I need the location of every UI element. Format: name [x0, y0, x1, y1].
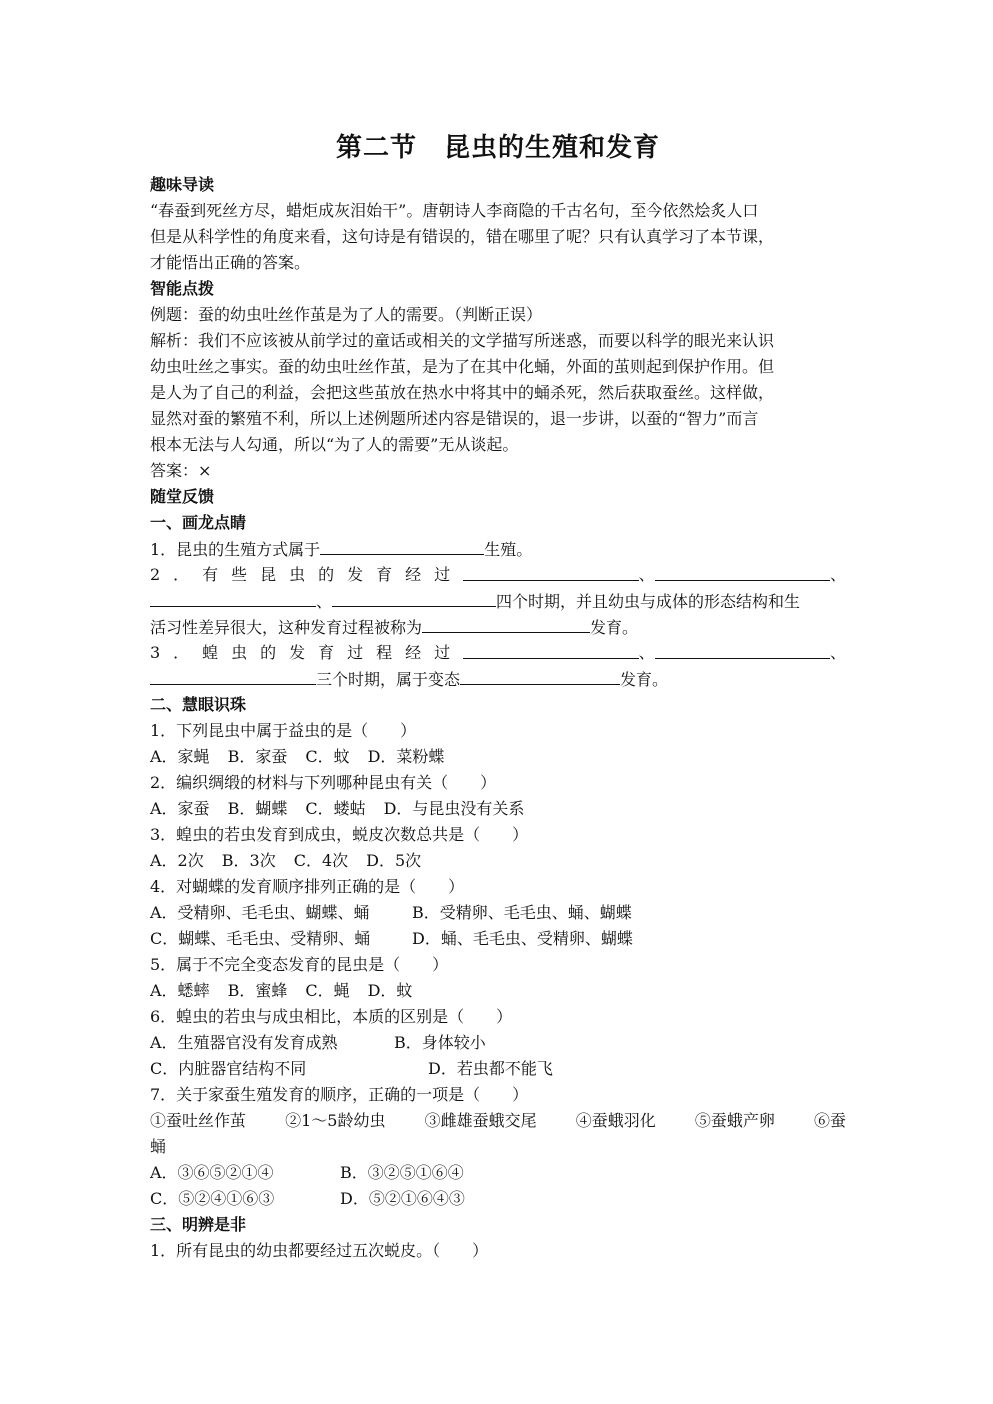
- option[interactable]: B．蝴蝶: [227, 799, 288, 818]
- answer-blank[interactable]: [463, 640, 638, 659]
- answer-blank[interactable]: [422, 614, 590, 633]
- option[interactable]: A．生殖器官没有发育成熟: [150, 1033, 338, 1052]
- options-row: [150, 926, 846, 952]
- fill-question-2: [150, 562, 846, 588]
- section1-heading: 一、画龙点睛: [150, 513, 247, 532]
- option[interactable]: D．与昆虫没有关系: [383, 799, 525, 818]
- choice-question-6: 6．蝗虫的若虫与成虫相比，本质的区别是（ ）: [150, 1007, 513, 1026]
- analysis-line: 幼虫吐丝之事实。蚕的幼虫吐丝作茧，是为了在其中化蛹，外面的茧则起到保护作用。但: [150, 357, 775, 376]
- separator: 、: [316, 592, 333, 611]
- separator: 、: [829, 565, 846, 584]
- intro-line: 才能悟出正确的答案。: [150, 253, 311, 272]
- option[interactable]: C．蚊: [305, 747, 350, 766]
- option[interactable]: B．受精卵、毛毛虫、蛹、蝴蝶: [412, 903, 632, 922]
- sequence-item: ④蚕蛾羽化: [575, 1111, 656, 1130]
- options-row: [150, 796, 846, 822]
- question-text: 1．昆虫的生殖方式属于: [150, 540, 321, 559]
- page-title: 第二节 昆虫的生殖和发育: [335, 133, 660, 163]
- tips-heading: 智能点拨: [150, 279, 215, 298]
- question-text: 发育。: [620, 670, 669, 689]
- choice-question-4: 4．对蝴蝶的发育顺序排列正确的是（ ）: [150, 877, 465, 896]
- answer-blank[interactable]: [150, 588, 316, 607]
- choice-question-1: 1．下列昆虫中属于益虫的是（ ）: [150, 721, 417, 740]
- choice-question-5: 5．属于不完全变态发育的昆虫是（ ）: [150, 955, 449, 974]
- options-row: [150, 900, 846, 926]
- option[interactable]: D．5次: [366, 851, 422, 870]
- option[interactable]: C．4次: [293, 851, 349, 870]
- question-text: 生殖。: [484, 540, 533, 559]
- answer-blank[interactable]: [463, 562, 638, 581]
- sequence-item-wrap: 蛹: [150, 1137, 167, 1156]
- option[interactable]: C．⑤②④①⑥③: [150, 1189, 275, 1208]
- option[interactable]: C．蝼蛄: [305, 799, 366, 818]
- feedback-heading: 随堂反馈: [150, 487, 215, 506]
- option[interactable]: D．菜粉蝶: [367, 747, 445, 766]
- sequence-item: ⑤蚕蛾产卵: [694, 1111, 775, 1130]
- fill-question-2-cont: [150, 588, 846, 614]
- question-text: 四个时期，并且幼虫与成体的形态结构和生: [496, 592, 801, 611]
- options-row: [150, 1186, 846, 1212]
- option[interactable]: C．蝴蝶、毛毛虫、受精卵、蛹: [150, 929, 371, 948]
- answer-blank[interactable]: [150, 666, 316, 685]
- option[interactable]: A．家蚕: [150, 799, 210, 818]
- analysis-line: 显然对蚕的繁殖不利，所以上述例题所述内容是错误的，退一步讲，以蚕的“智力”而言: [150, 409, 759, 428]
- analysis-line: 解析：我们不应该被从前学过的童话或相关的文学描写所迷惑，而要以科学的眼光来认识: [150, 331, 775, 350]
- fill-question-3-cont: [150, 666, 846, 692]
- answer-blank[interactable]: [320, 536, 484, 555]
- fill-question-3: [150, 640, 846, 666]
- options-row: [150, 848, 846, 874]
- fill-question-2-cont: [150, 614, 846, 640]
- sequence-item: ③雌雄蚕蛾交尾: [424, 1111, 537, 1130]
- choice-question-3: 3．蝗虫的若虫发育到成虫，蜕皮次数总共是（ ）: [150, 825, 529, 844]
- option[interactable]: B．蜜蜂: [227, 981, 288, 1000]
- option[interactable]: B．③②⑤①⑥④: [340, 1163, 464, 1182]
- answer-blank[interactable]: [332, 588, 496, 607]
- option[interactable]: A．③⑥⑤②①④: [150, 1163, 274, 1182]
- section2-heading: 二、慧眼识珠: [150, 695, 247, 714]
- analysis-line: 是人为了自己的利益，会把这些茧放在热水中将其中的蛹杀死，然后获取蚕丝。这样做，: [150, 383, 775, 402]
- options-row: [150, 744, 846, 770]
- question-text: 活习性差异很大，这种发育过程被称为: [150, 618, 423, 637]
- option[interactable]: B．家蚕: [227, 747, 288, 766]
- choice-question-7: 7．关于家蚕生殖发育的顺序，正确的一项是（ ）: [150, 1085, 529, 1104]
- section3-heading: 三、明辨是非: [150, 1215, 247, 1234]
- option[interactable]: A．2次: [150, 851, 204, 870]
- options-row: [150, 1030, 846, 1056]
- option[interactable]: C．蝇: [305, 981, 350, 1000]
- example-question: 例题：蚕的幼虫吐丝作茧是为了人的需要。（判断正误）: [150, 305, 543, 324]
- answer-blank[interactable]: [655, 640, 830, 659]
- choice-question-2: 2．编织绸缎的材料与下列哪种昆虫有关（ ）: [150, 773, 497, 792]
- answer-blank[interactable]: [460, 666, 620, 685]
- option[interactable]: B．身体较小: [394, 1033, 486, 1052]
- option[interactable]: A．蟋蟀: [150, 981, 210, 1000]
- question-text: 3．蝗虫的发育过程经过: [150, 643, 464, 662]
- intro-heading: 趣味导读: [150, 175, 215, 194]
- sequence-item: ②1～5龄幼虫: [285, 1111, 386, 1130]
- question-text: 2．有些昆虫的发育经过: [150, 565, 464, 584]
- separator: 、: [829, 643, 846, 662]
- options-row: [150, 978, 846, 1004]
- option[interactable]: D．蛹、毛毛虫、受精卵、蝴蝶: [412, 929, 633, 948]
- sequence-item: ①蚕吐丝作茧: [150, 1111, 247, 1130]
- fill-question-1: [150, 536, 846, 562]
- intro-line: “春蚕到死丝方尽，蜡炬成灰泪始干”。唐朝诗人李商隐的千古名句，至今依然烩炙人口: [150, 201, 759, 220]
- option[interactable]: C．内脏器官结构不同: [150, 1059, 307, 1078]
- sequence-item: ⑥蚕: [813, 1111, 846, 1130]
- option[interactable]: A．家蝇: [150, 747, 210, 766]
- answer-blank[interactable]: [655, 562, 830, 581]
- options-row: [150, 1160, 846, 1186]
- sequence-items: [150, 1108, 846, 1134]
- judge-question-1: 1．所有昆虫的幼虫都要经过五次蜕皮。（ ）: [150, 1241, 489, 1260]
- question-text: 发育。: [590, 618, 639, 637]
- analysis-line: 根本无法与人勾通，所以“为了人的需要”无从谈起。: [150, 435, 519, 454]
- answer: 答案：×: [150, 461, 212, 480]
- separator: 、: [638, 643, 655, 662]
- intro-line: 但是从科学性的角度来看，这句诗是有错误的，错在哪里了呢？只有认真学习了本节课，: [150, 227, 775, 246]
- separator: 、: [638, 565, 655, 584]
- option[interactable]: D．若虫都不能飞: [428, 1059, 553, 1078]
- option[interactable]: D．⑤②①⑥④③: [340, 1189, 465, 1208]
- option[interactable]: B．3次: [221, 851, 276, 870]
- question-text: 三个时期，属于变态: [316, 670, 461, 689]
- worksheet-page: [150, 128, 846, 1264]
- option[interactable]: A．受精卵、毛毛虫、蝴蝶、蛹: [150, 903, 370, 922]
- option[interactable]: D．蚊: [367, 981, 413, 1000]
- options-row: [150, 1056, 846, 1082]
